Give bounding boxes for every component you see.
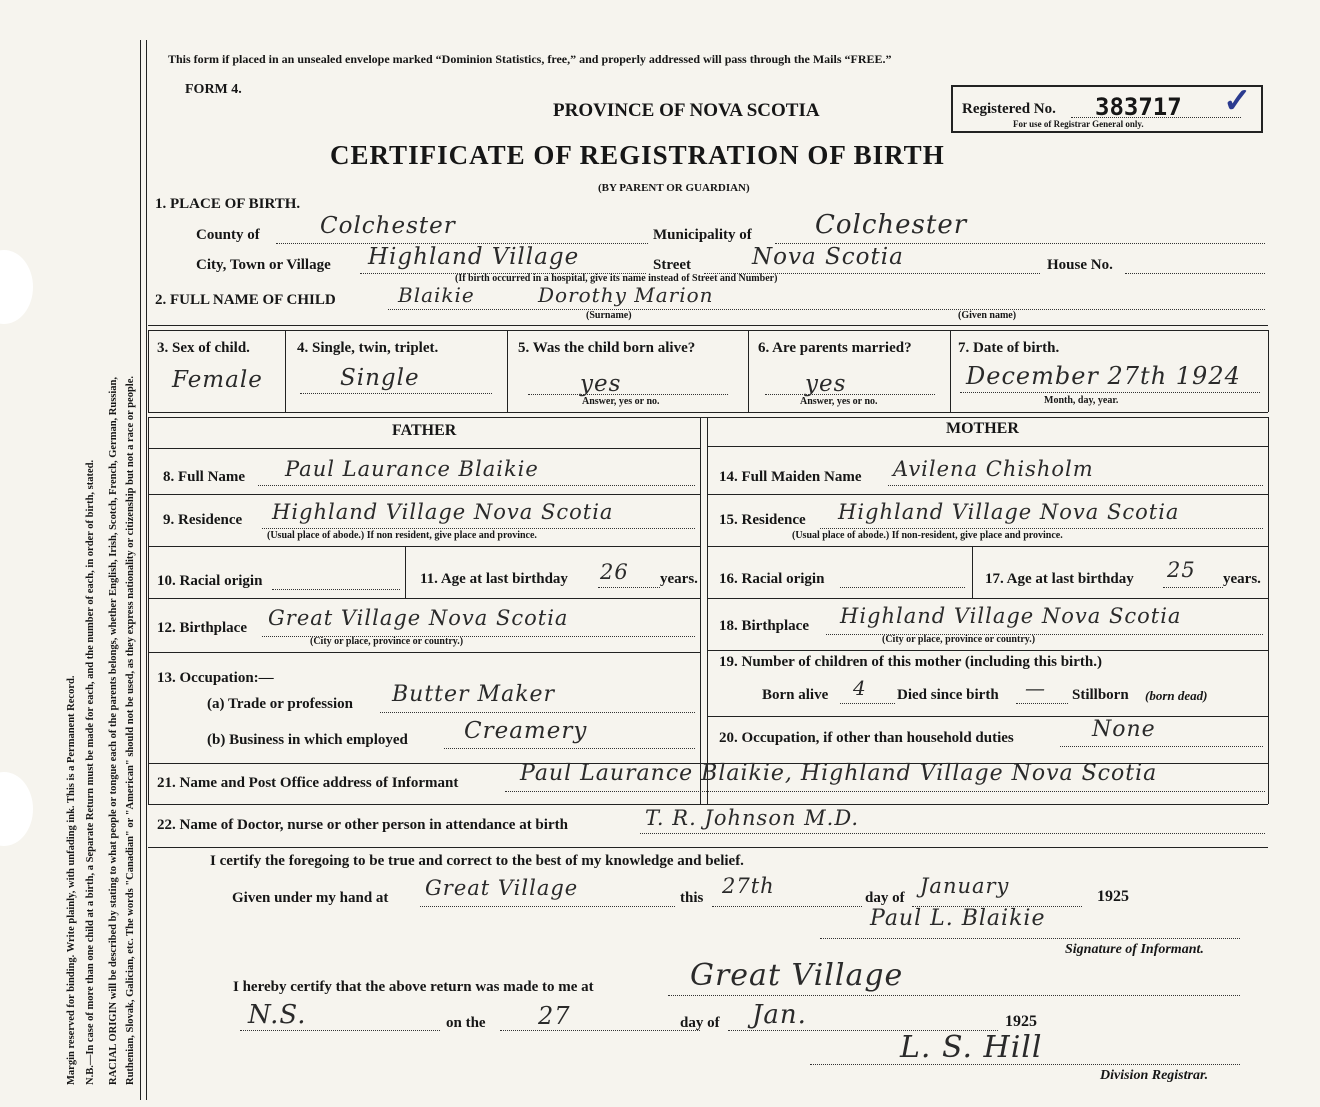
mother-residence-note: (Usual place of abode.) If non-resident, give place and province. xyxy=(792,530,1063,541)
this-label: this xyxy=(680,890,704,906)
dob-label: 7. Date of birth. xyxy=(958,340,1060,356)
plurality-value: Single xyxy=(340,365,420,391)
mother-maiden-value: Avilena Chisholm xyxy=(893,457,1094,481)
city-label: City, Town or Village xyxy=(196,257,331,273)
mother-age-label: 17. Age at last birthday xyxy=(985,571,1134,587)
father-birthplace-value: Great Village Nova Scotia xyxy=(268,606,569,630)
father-name-value: Paul Laurance Blaikie xyxy=(285,457,539,481)
married-value: yes xyxy=(805,371,847,397)
surname-caption: (Surname) xyxy=(586,310,632,321)
mother-birthplace-note: (City or place, province or country.) xyxy=(882,634,1036,645)
doctor-value: T. R. Johnson M.D. xyxy=(645,806,860,830)
mother-years-label: years. xyxy=(1223,571,1261,587)
form-number: FORM 4. xyxy=(185,82,242,97)
certification-day: 27th xyxy=(722,874,775,898)
municipality-value: Colchester xyxy=(815,210,968,240)
father-heading: FATHER xyxy=(392,422,457,439)
street-label: Street xyxy=(653,257,692,273)
informant-signature-caption: Signature of Informant. xyxy=(1065,942,1204,957)
margin-rule-inner xyxy=(146,40,147,1100)
mother-children-label: 19. Number of children of this mother (including this birth.) xyxy=(719,654,1102,670)
died-label: Died since birth xyxy=(897,687,999,703)
registrar-signature: L. S. Hill xyxy=(900,1030,1043,1065)
child-given-name: Dorothy Marion xyxy=(538,283,714,307)
born-alive-label: 5. Was the child born alive? xyxy=(518,340,696,356)
informant-signature: Paul L. Blaikie xyxy=(870,906,1046,931)
registered-check: ✓ xyxy=(1223,83,1252,120)
certification-year: 1925 xyxy=(1097,888,1129,905)
sex-value: Female xyxy=(172,367,263,393)
father-residence-label: 9. Residence xyxy=(163,512,243,528)
city-value: Highland Village xyxy=(368,244,580,270)
father-trade-value: Butter Maker xyxy=(392,682,556,707)
father-age-value: 26 xyxy=(600,560,629,584)
doctor-label: 22. Name of Doctor, nurse or other person in attendance at birth xyxy=(157,817,568,833)
father-birthplace-note: (City or place, province or country.) xyxy=(310,636,464,647)
stillborn-label: Stillborn xyxy=(1072,687,1129,703)
province-title: PROVINCE OF NOVA SCOTIA xyxy=(553,100,820,121)
certification-month: January xyxy=(920,874,1010,898)
registrar-day-of-label: day of xyxy=(680,1015,720,1031)
given-at-label: Given under my hand at xyxy=(232,890,389,906)
married-caption: Answer, yes or no. xyxy=(800,396,878,407)
born-alive-caption: Answer, yes or no. xyxy=(582,396,660,407)
hospital-note: (If birth occurred in a hospital, give its name instead of Street and Number) xyxy=(455,273,778,284)
father-name-label: 8. Full Name xyxy=(163,469,246,485)
mother-racial-label: 16. Racial origin xyxy=(719,571,825,587)
child-name-label: 2. FULL NAME OF CHILD xyxy=(155,292,336,308)
given-name-caption: (Given name) xyxy=(958,310,1017,321)
street-value: Nova Scotia xyxy=(752,244,904,270)
mother-heading: MOTHER xyxy=(946,420,1019,437)
given-at-value: Great Village xyxy=(425,876,579,900)
sex-label: 3. Sex of child. xyxy=(157,340,250,356)
margin-note-2: N.B.—In case of more than one child at a birth, a Separate Return must be made for each, and the number of each, in order of birth, stated. xyxy=(85,459,96,1085)
informant-label: 21. Name and Post Office address of Informant xyxy=(157,775,459,791)
dob-value: December 27th 1924 xyxy=(966,362,1241,390)
binding-hole-bottom xyxy=(0,772,33,846)
place-of-birth-label: 1. PLACE OF BIRTH. xyxy=(155,196,301,212)
child-surname: Blaikie xyxy=(398,283,475,307)
father-racial-label: 10. Racial origin xyxy=(157,573,263,589)
registrar-on-the-label: on the xyxy=(446,1015,486,1031)
registered-label: Registered No. xyxy=(962,101,1056,117)
mother-birthplace-label: 18. Birthplace xyxy=(719,618,809,634)
registrar-day: 27 xyxy=(538,1002,571,1030)
dob-caption: Month, day, year. xyxy=(1044,395,1119,406)
registrar-place: Great Village xyxy=(690,958,904,993)
stillborn-note: (born dead) xyxy=(1145,688,1208,703)
registrar-province: N.S. xyxy=(248,1000,307,1030)
father-residence-note: (Usual place of abode.) If non resident, give place and province. xyxy=(267,530,537,541)
mail-notice: This form if placed in an unsealed envelope marked “Dominion Statistics, free,” and properly addressed will pass through the Mails “FREE.” xyxy=(168,52,892,66)
registrar-month: Jan. xyxy=(752,1000,807,1030)
margin-note-1: Margin reserved for binding. Write plainly, with unfading ink. This is a Permanent Record. xyxy=(66,675,77,1085)
day-of-label: day of xyxy=(865,890,905,906)
margin-rule-outer xyxy=(140,40,141,1100)
mother-maiden-label: 14. Full Maiden Name xyxy=(719,469,862,485)
father-occupation-label: 13. Occupation:— xyxy=(157,670,274,686)
father-birthplace-label: 12. Birthplace xyxy=(157,620,247,636)
registered-note: For use of Registrar General only. xyxy=(1013,119,1144,129)
informant-value: Paul Laurance Blaikie, Highland Village Nova Scotia xyxy=(520,761,1158,786)
born-alive-count: 4 xyxy=(853,676,867,700)
registered-number: 383717 xyxy=(1095,93,1182,121)
born-alive-count-label: Born alive xyxy=(762,687,829,703)
married-label: 6. Are parents married? xyxy=(758,340,912,356)
registrar-year: 1925 xyxy=(1005,1013,1037,1030)
county-label: County of xyxy=(196,227,260,243)
house-number-label: House No. xyxy=(1047,257,1113,273)
mother-birthplace-value: Highland Village Nova Scotia xyxy=(840,604,1182,628)
certificate-subtitle: (BY PARENT OR GUARDIAN) xyxy=(598,182,750,194)
margin-note-3: RACIAL ORIGIN will be described by stating to what people or tongue each of the parents belongs, whether English, Irish, Scotch, French, German, Russian, xyxy=(108,376,119,1085)
plurality-label: 4. Single, twin, triplet. xyxy=(297,340,439,356)
mother-residence-value: Highland Village Nova Scotia xyxy=(838,500,1180,524)
county-value: Colchester xyxy=(320,213,456,239)
father-residence-value: Highland Village Nova Scotia xyxy=(272,500,614,524)
mother-occupation-value: None xyxy=(1092,717,1156,742)
registrar-statement: I hereby certify that the above return was made to me at xyxy=(233,979,594,995)
registrar-signature-caption: Division Registrar. xyxy=(1100,1068,1209,1083)
certificate-title: CERTIFICATE OF REGISTRATION OF BIRTH xyxy=(330,140,945,170)
registered-box xyxy=(951,85,1263,133)
mother-occupation-label: 20. Occupation, if other than household duties xyxy=(719,730,1014,746)
born-alive-value: yes xyxy=(580,371,622,397)
binding-hole-top xyxy=(0,250,33,324)
father-business-value: Creamery xyxy=(464,718,588,744)
margin-note-4: Ruthenian, Slovak, Galician, etc. The words "Canadian" or "American" should not be used, as they express nationality or citizenship but not a race or people. xyxy=(125,376,136,1085)
father-age-label: 11. Age at last birthday xyxy=(420,571,568,587)
father-years-label: years. xyxy=(660,571,698,587)
father-trade-label: (a) Trade or profession xyxy=(207,696,353,712)
certification-statement: I certify the foregoing to be true and correct to the best of my knowledge and belief. xyxy=(210,853,744,869)
father-business-label: (b) Business in which employed xyxy=(207,732,408,748)
mother-age-value: 25 xyxy=(1167,558,1196,582)
mother-residence-label: 15. Residence xyxy=(719,512,806,528)
died-count: — xyxy=(1025,676,1046,700)
municipality-label: Municipality of xyxy=(653,227,752,243)
